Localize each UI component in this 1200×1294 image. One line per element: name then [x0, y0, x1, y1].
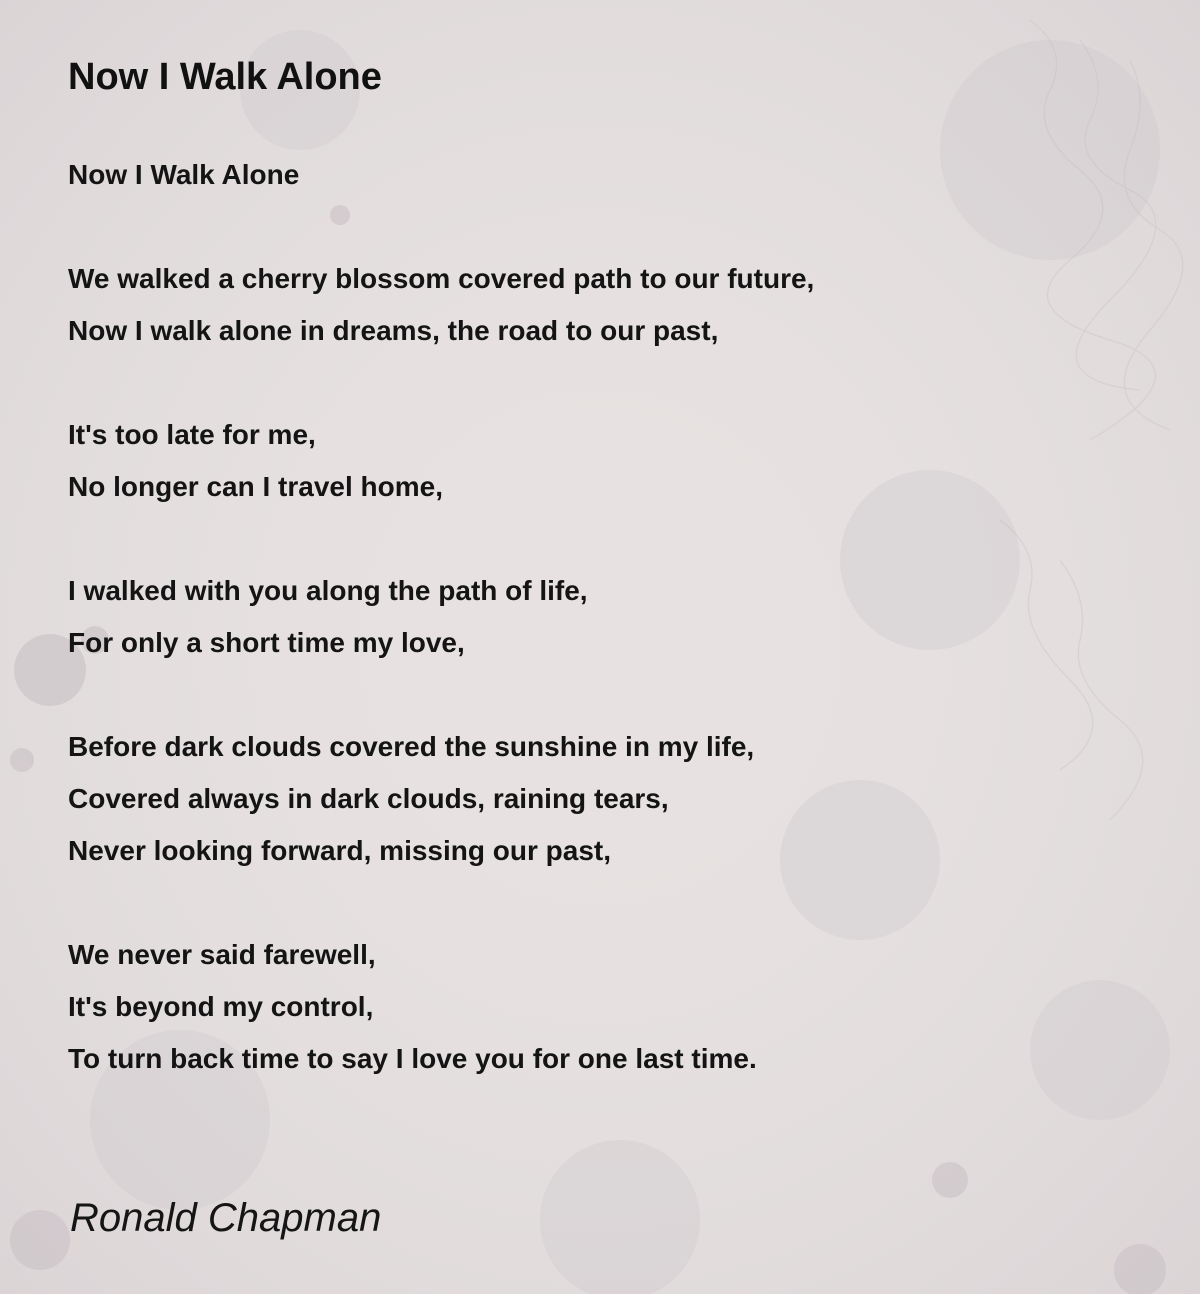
poem-line-blank	[68, 201, 814, 253]
poem-line-blank	[68, 877, 814, 929]
poem-line-blank	[68, 513, 814, 565]
poem-line-blank	[68, 357, 814, 409]
poem-author: Ronald Chapman	[70, 1196, 382, 1240]
poem-line: It's beyond my control,	[68, 991, 374, 1022]
poem-line: To turn back time to say I love you for one last time.	[68, 1043, 757, 1074]
poem-line: We walked a cherry blossom covered path to our future,	[68, 263, 815, 294]
poem-line-blank	[68, 669, 814, 721]
poem-line: Never looking forward, missing our past,	[68, 835, 611, 866]
poem-body	[68, 149, 814, 1085]
poem-line: No longer can I travel home,	[68, 471, 443, 502]
poem-line: We never said farewell,	[68, 939, 376, 970]
poem-line: Now I Walk Alone	[68, 159, 300, 190]
poem-title: Now I Walk Alone	[68, 56, 382, 98]
poem-line: Now I walk alone in dreams, the road to our past,	[68, 315, 719, 346]
poem-line: For only a short time my love,	[68, 627, 465, 658]
poem-line: Covered always in dark clouds, raining tears,	[68, 783, 669, 814]
poem-line: I walked with you along the path of life,	[68, 575, 588, 606]
poem-line: Before dark clouds covered the sunshine in my life,	[68, 731, 755, 762]
poem-line: It's too late for me,	[68, 419, 316, 450]
